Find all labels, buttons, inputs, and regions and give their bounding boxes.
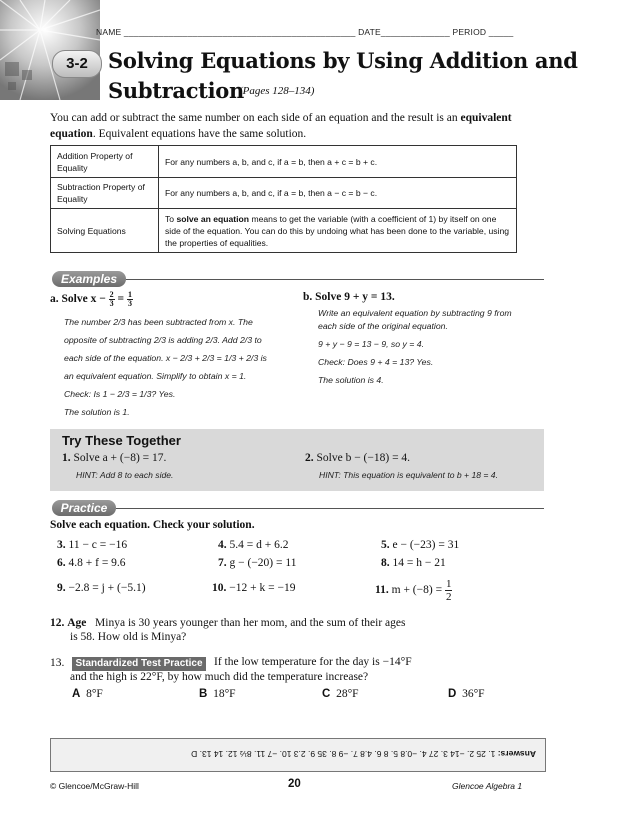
property-text-post: means to get the variable (with a coefficient of 1) by itself on one side of the equation. You can do this by undoing what has been done to the variable, using the properties of equalities. bbox=[165, 213, 510, 248]
practice-problem bbox=[381, 539, 459, 551]
example-b-label: b. bbox=[303, 291, 313, 303]
example-b-solution bbox=[318, 307, 543, 387]
choice-letter: A bbox=[72, 688, 81, 700]
problem-topic: Age bbox=[67, 617, 87, 629]
name-date-period-line: NAME _______________________________________________ DATE______________ PERIOD _____ bbox=[96, 27, 514, 37]
answers-text: 1. 25 2. −14 3. 27 4. −0.8 5. 8 6. 4.8 7. −9 8. 35 9. 2.3 10. −7 11. 8½ 12. 14 13. D bbox=[191, 749, 496, 759]
equals-sign: = bbox=[117, 293, 125, 306]
try-hint-2: HINT: This equation is equivalent to b + 18 = 4. bbox=[319, 470, 498, 480]
answers-upside-down bbox=[50, 738, 544, 770]
intro-paragraph bbox=[50, 111, 520, 142]
property-text: For any numbers a, b, and c, if a = b, then a − c = b − c. bbox=[159, 178, 517, 209]
problem-number: 2. bbox=[305, 452, 314, 464]
intro-text-1: You can add or subtract the same number on each side of an equation and the result is an bbox=[50, 112, 461, 124]
section-divider bbox=[116, 508, 544, 509]
example-a-solution bbox=[64, 313, 294, 421]
problem-number: 1. bbox=[62, 452, 71, 464]
property-name: Solving Equations bbox=[51, 209, 159, 253]
problem-number: 6. bbox=[57, 557, 66, 569]
example-b-text: Solve 9 + y = 13. bbox=[315, 291, 395, 303]
solution-line: Check: Is 1 − 2/3 = 1/3? Yes. bbox=[64, 389, 176, 399]
problem-text: and the high is 22°F, by how much did the temperature increase? bbox=[70, 671, 369, 683]
choice-value: 28°F bbox=[336, 688, 359, 700]
solution-line: The solution is 4. bbox=[318, 375, 384, 385]
word-problem-12 bbox=[50, 616, 530, 644]
problem-text: If the low temperature for the day is −14°F bbox=[214, 656, 412, 668]
problem-number: 3. bbox=[57, 539, 66, 551]
problem-text: is 58. How old is Minya? bbox=[70, 631, 187, 643]
standardized-test-label: Standardized Test Practice bbox=[72, 657, 206, 671]
problem-text: −12 + k = −19 bbox=[229, 582, 296, 594]
problem-text: e − (−23) = 31 bbox=[392, 539, 460, 551]
practice-problem bbox=[57, 582, 146, 594]
practice-problem bbox=[375, 578, 452, 603]
footer-page-number: 20 bbox=[288, 778, 301, 790]
problem-text: m + (−8) = bbox=[391, 584, 443, 597]
numerator: 2 bbox=[109, 290, 114, 299]
page-title-line1: Solving Equations by Using Addition and bbox=[108, 48, 578, 73]
property-name: Addition Property of Equality bbox=[51, 146, 159, 178]
section-divider bbox=[126, 279, 544, 280]
solution-line: The solution is 1. bbox=[64, 407, 130, 417]
solution-line: opposite of subtracting 2/3 is adding 2/3. Add 2/3 to bbox=[64, 335, 262, 345]
problem-number: 7. bbox=[218, 557, 227, 569]
problem-text: 11 − c = −16 bbox=[68, 539, 128, 551]
denominator: 2 bbox=[445, 591, 452, 603]
footer-copyright: © Glencoe/McGraw-Hill bbox=[50, 781, 139, 791]
properties-table bbox=[50, 145, 517, 253]
problem-number: 9. bbox=[57, 582, 66, 594]
table-row bbox=[51, 178, 517, 209]
problem-number: 12. bbox=[50, 617, 65, 629]
solution-line: an equivalent equation. Simplify to obtain x = 1. bbox=[64, 371, 247, 381]
solution-line: The number 2/3 has been subtracted from x. The bbox=[64, 317, 253, 327]
problem-text: −2.8 = j + (−5.1) bbox=[68, 582, 146, 594]
try-hint-1: HINT: Add 8 to each side. bbox=[76, 470, 174, 480]
solution-line: 9 + y − 9 = 13 − 9, so y = 4. bbox=[318, 339, 425, 349]
numerator: 1 bbox=[445, 578, 452, 590]
example-b-heading bbox=[303, 291, 395, 303]
intro-text-2: . Equivalent equations have the same solution. bbox=[92, 127, 307, 140]
choice-value: 18°F bbox=[213, 688, 236, 700]
try-problem-2 bbox=[305, 452, 410, 464]
page-reference: (Pages 128–134) bbox=[239, 85, 315, 97]
practice-problem bbox=[57, 539, 127, 551]
problem-number: 8. bbox=[381, 557, 390, 569]
property-name: Subtraction Property of Equality bbox=[51, 178, 159, 209]
try-problem-1 bbox=[62, 452, 166, 464]
denominator: 3 bbox=[127, 299, 132, 308]
problem-text: 5.4 = d + 6.2 bbox=[229, 539, 289, 551]
intro-bold-term: equivalent equation bbox=[50, 112, 512, 140]
solution-line: each side of the equation. x − 2/3 + 2/3 = 1/3 + 2/3 is bbox=[64, 353, 267, 363]
problem-text: Solve a + (−8) = 17. bbox=[73, 452, 167, 464]
problem-text: Solve b − (−18) = 4. bbox=[316, 452, 411, 464]
problem-number: 4. bbox=[218, 539, 227, 551]
problem-number: 11. bbox=[375, 584, 389, 597]
answers-label: Answers: bbox=[497, 749, 536, 759]
property-text bbox=[159, 209, 517, 253]
choice-value: 36°F bbox=[462, 688, 485, 700]
numerator: 1 bbox=[127, 290, 132, 299]
try-together-title: Try These Together bbox=[62, 433, 181, 448]
answer-choice-d bbox=[448, 688, 485, 700]
answer-choice-c bbox=[322, 688, 359, 700]
choice-letter: C bbox=[322, 688, 331, 700]
problem-text: g − (−20) = 11 bbox=[229, 557, 297, 569]
example-a-text: Solve x − bbox=[61, 293, 106, 306]
property-text-bold: solve an equation bbox=[176, 213, 250, 224]
practice-problem bbox=[218, 557, 296, 569]
fraction bbox=[445, 578, 453, 603]
problem-text: 4.8 + f = 9.6 bbox=[68, 557, 126, 569]
practice-problem bbox=[218, 539, 288, 551]
problem-number: 13. bbox=[50, 657, 65, 669]
practice-instruction: Solve each equation. Check your solution. bbox=[50, 519, 255, 531]
fraction bbox=[127, 291, 133, 308]
practice-problem bbox=[57, 557, 126, 569]
fraction bbox=[109, 291, 115, 308]
choice-value: 8°F bbox=[86, 688, 103, 700]
property-text-pre: To bbox=[165, 213, 177, 224]
footer-book-title: Glencoe Algebra 1 bbox=[452, 781, 523, 791]
property-text: For any numbers a, b, and c, if a = b, then a + c = b + c. bbox=[159, 146, 517, 178]
answer-choice-b bbox=[199, 688, 236, 700]
problem-number: 5. bbox=[381, 539, 390, 551]
solution-line: Write an equivalent equation by subtracting 9 from bbox=[318, 308, 512, 318]
lesson-number-badge: 3-2 bbox=[52, 50, 102, 78]
page-title-line2: Subtraction bbox=[108, 78, 244, 103]
practice-tab: Practice bbox=[52, 500, 116, 516]
example-a-heading bbox=[50, 291, 133, 308]
denominator: 3 bbox=[109, 299, 114, 308]
problem-text: Minya is 30 years younger than her mom, and the sum of their ages bbox=[95, 617, 406, 629]
solution-line: each side of the original equation. bbox=[318, 321, 448, 331]
choice-letter: B bbox=[199, 688, 208, 700]
table-row bbox=[51, 146, 517, 178]
practice-problem bbox=[381, 557, 446, 569]
example-a-label: a. bbox=[50, 293, 59, 306]
answer-choice-a bbox=[72, 688, 103, 700]
problem-number: 10. bbox=[212, 582, 227, 594]
solution-line: Check: Does 9 + 4 = 13? Yes. bbox=[318, 357, 434, 367]
table-row bbox=[51, 209, 517, 253]
practice-problem bbox=[212, 582, 295, 594]
examples-tab: Examples bbox=[52, 271, 126, 287]
problem-text: 14 = h − 21 bbox=[392, 557, 446, 569]
choice-letter: D bbox=[448, 688, 457, 700]
